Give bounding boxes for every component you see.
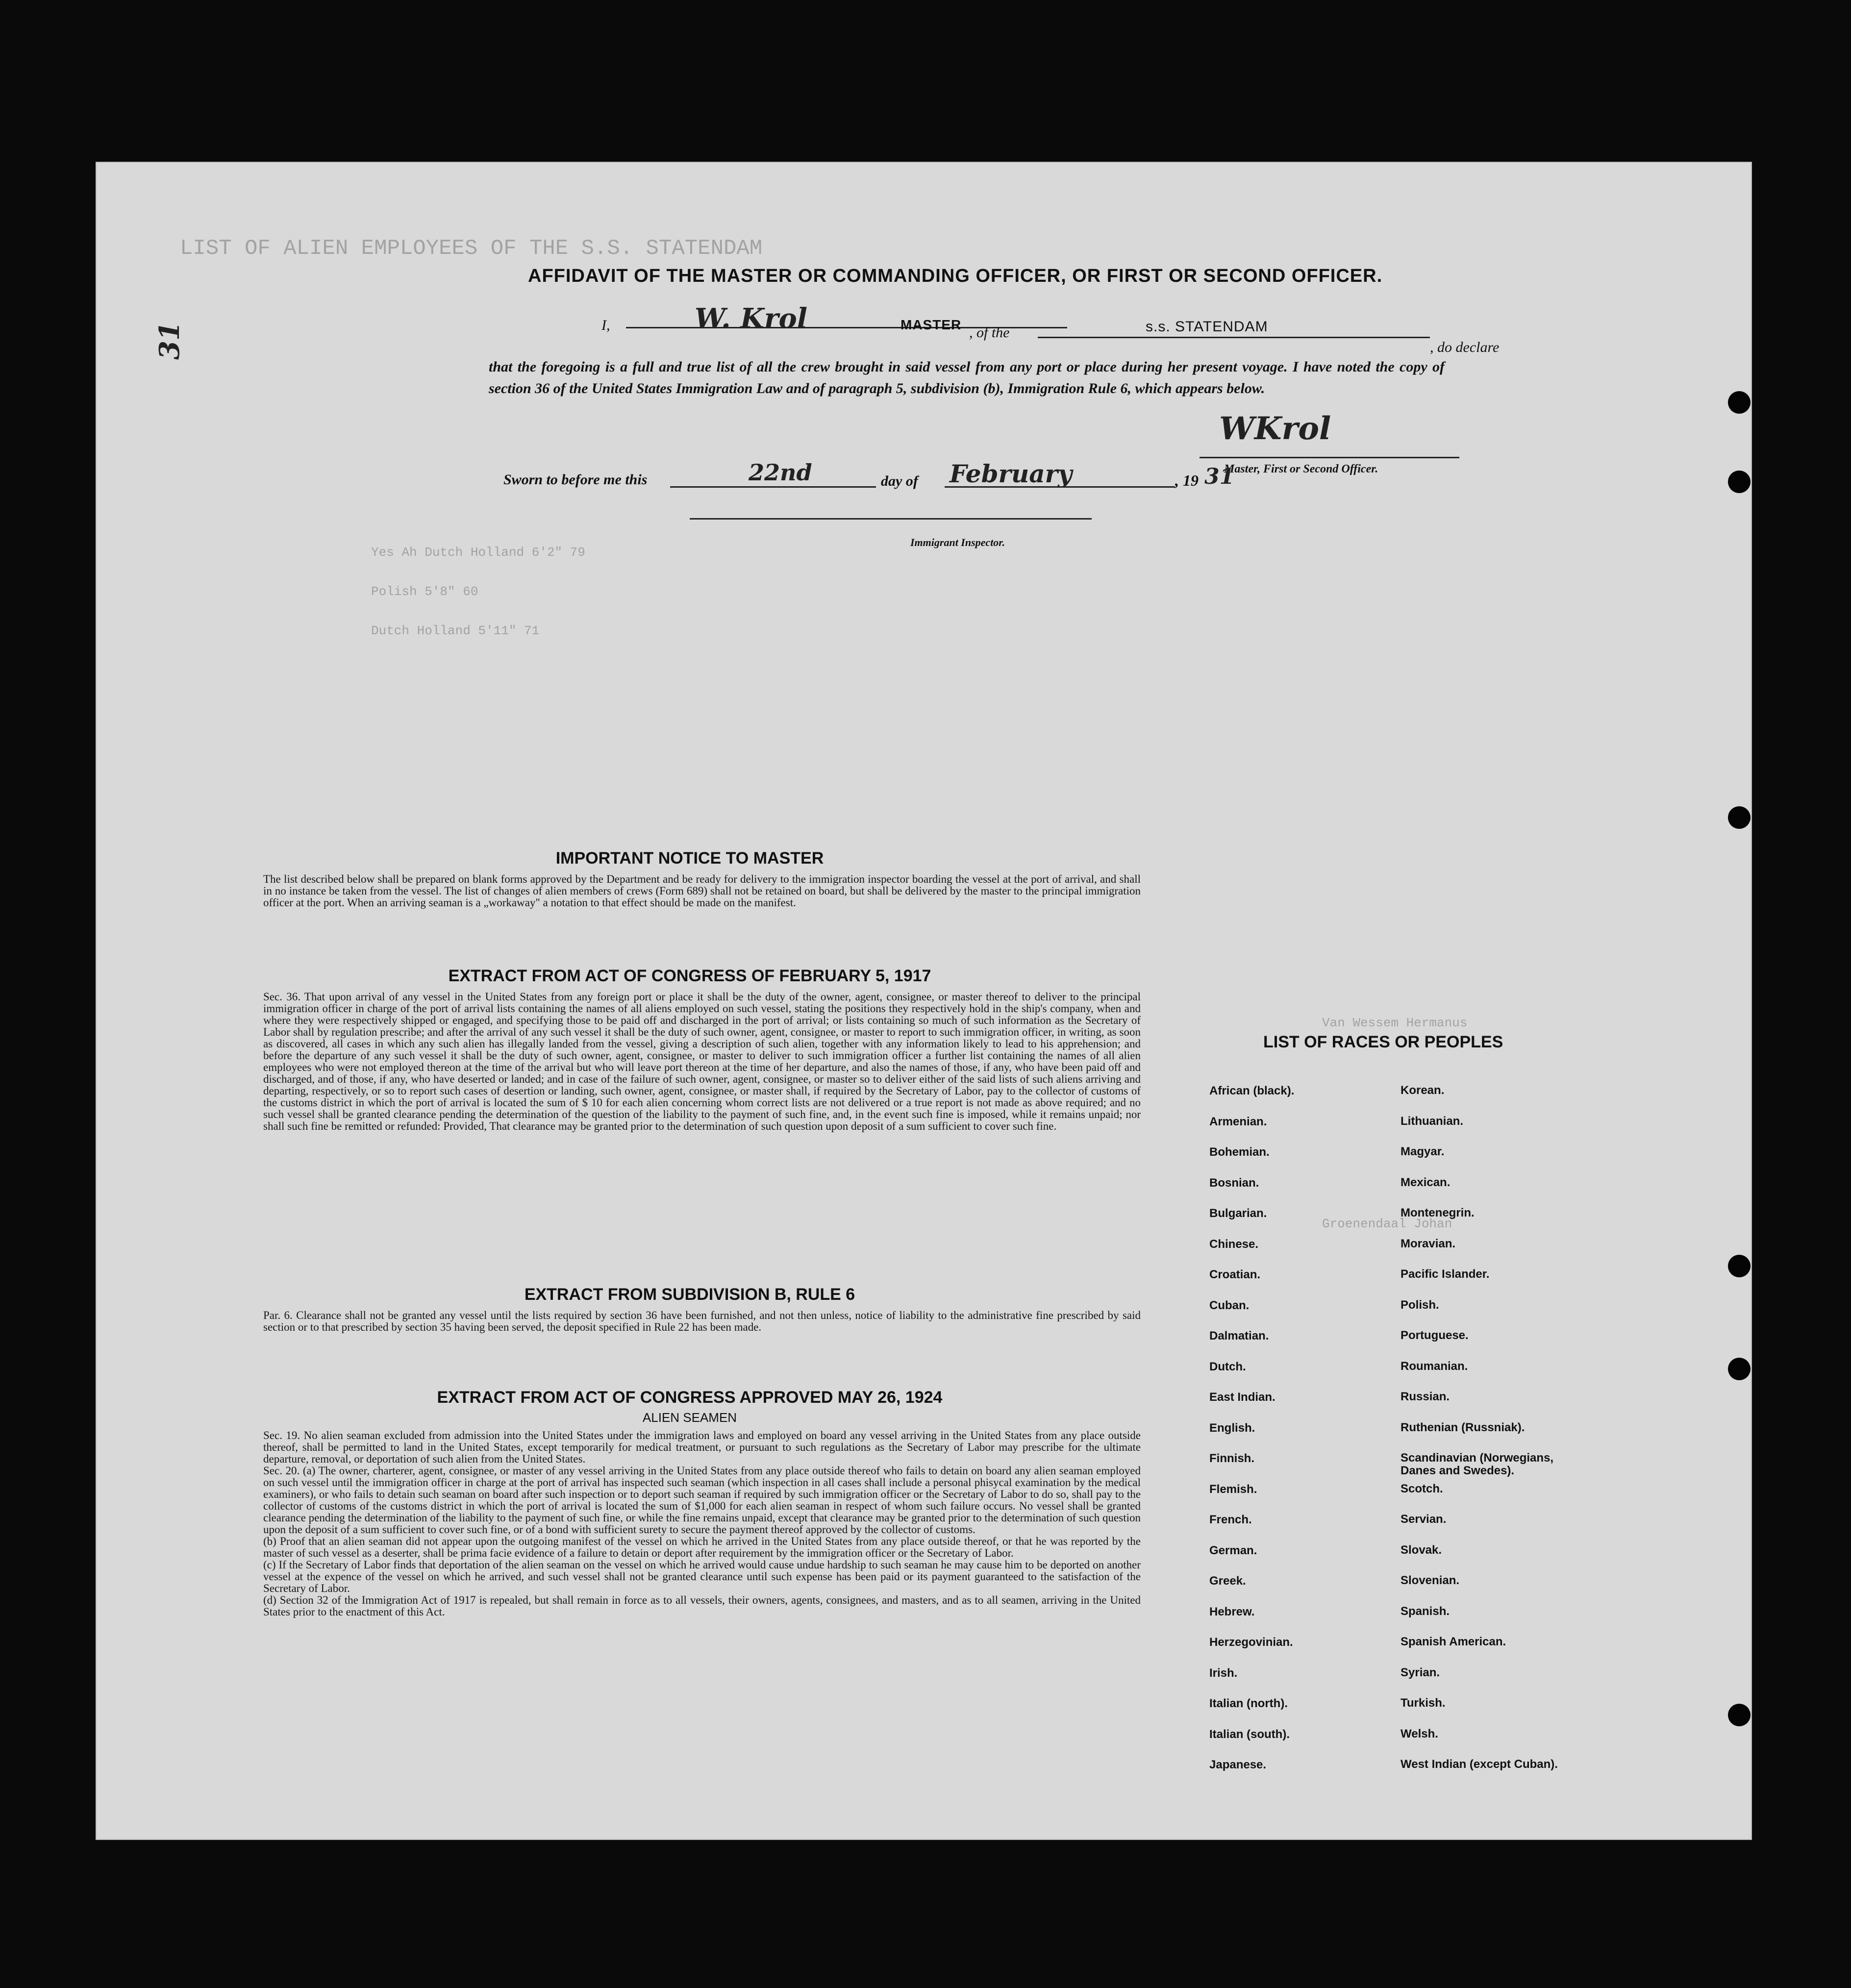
race-item: Finnish. (1209, 1452, 1254, 1465)
signature-caption: Master, First or Second Officer. (1224, 463, 1378, 475)
document-page (96, 162, 1752, 1840)
race-item: Croatian. (1209, 1268, 1261, 1281)
signature-line (1200, 457, 1459, 458)
extract-1917-title: EXTRACT FROM ACT OF CONGRESS OF FEBRUARY 5, 1917 (448, 967, 931, 985)
master-signature: WKrol (1219, 410, 1331, 447)
race-item: Syrian. (1401, 1665, 1440, 1679)
race-item: West Indian (except Cuban). (1401, 1758, 1558, 1771)
race-item: French. (1209, 1513, 1252, 1526)
bleed-through-text: Yes Ah Dutch Holland 6'2" 79 (371, 545, 585, 560)
race-item: Irish. (1209, 1666, 1238, 1680)
bleed-through-text: Groenendaal Johan (1322, 1217, 1452, 1231)
extract-rule6-body: Par. 6. Clearance shall not be granted any vessel until the lists required by section 36 have been furnished, and not then unless, notice of liability to the administrative fine prescribed by said section or to that prescribed by section 35 having been served, the deposit specified in Rule 22 has been made. (263, 1309, 1141, 1333)
extract-rule6-title: EXTRACT FROM SUBDIVISION B, RULE 6 (524, 1285, 855, 1304)
binder-hole (1728, 1358, 1751, 1380)
sworn-month: February (950, 459, 1073, 488)
sec-20d-text: (d) Section 32 of the Immigration Act of 1917 is repealed, but shall remain in force as to all vessels, their owners, agents, consignees, and masters, and as to all seamen, arriving in the United States prior to the enactment of this Act. (263, 1594, 1141, 1618)
race-item: Armenian. (1209, 1115, 1267, 1128)
bleed-through-text: Polish 5'8" 60 (371, 584, 478, 599)
sec-20c-text: (c) If the Secretary of Labor finds that deportation of the alien seaman on the vessel on which he arrived would cause undue hardship to such seaman he may cause him to be deported on another vessel at the expence of the vessel on which he arrived, and such vessel shall not be granted clearance until such expense has been paid or its payment guaranteed to the satisfaction of the Secretary of Labor. (263, 1559, 1141, 1594)
affidavit-title: AFFIDAVIT OF THE MASTER OR COMMANDING OFFICER, OR FIRST OR SECOND OFFICER. (528, 266, 1383, 286)
race-item: Russian. (1401, 1390, 1450, 1403)
binder-hole (1728, 1255, 1751, 1277)
binder-hole (1728, 806, 1751, 829)
race-item: Cuban. (1209, 1298, 1250, 1312)
race-item: Slovenian. (1401, 1574, 1460, 1587)
race-item: Turkish. (1401, 1696, 1446, 1710)
races-title: LIST OF RACES OR PEOPLES (1263, 1033, 1503, 1051)
vessel-name: s.s. STATENDAM (1146, 319, 1268, 335)
day-of-label: day of (881, 473, 918, 489)
race-item: Lithuanian. (1401, 1114, 1463, 1128)
binder-hole (1728, 391, 1751, 414)
race-item: Scotch. (1401, 1482, 1443, 1495)
race-item: Japanese. (1209, 1758, 1267, 1771)
race-item: Magyar. (1401, 1145, 1445, 1158)
race-item: English. (1209, 1421, 1255, 1435)
race-item: Italian (north). (1209, 1697, 1288, 1710)
of-the-label: , of the (969, 324, 1010, 341)
race-item: Herzegovinian. (1209, 1636, 1293, 1649)
inspector-caption: Immigrant Inspector. (910, 536, 1005, 548)
race-item: Flemish. (1209, 1482, 1257, 1496)
vessel-line (1038, 337, 1430, 338)
page-number: 31 (153, 322, 186, 360)
binder-hole (1728, 471, 1751, 493)
race-item: Polish. (1401, 1298, 1439, 1312)
race-item: Italian (south). (1209, 1727, 1290, 1741)
race-item: Slovak. (1401, 1543, 1442, 1557)
extract-1924-title: EXTRACT FROM ACT OF CONGRESS APPROVED MAY 26, 1924 (437, 1388, 943, 1407)
bleed-through-text: LIST OF ALIEN EMPLOYEES OF THE S.S. STATENDAM (180, 236, 763, 261)
race-item: Dalmatian. (1209, 1329, 1269, 1342)
inspector-line (690, 518, 1092, 520)
race-item: German. (1209, 1543, 1257, 1557)
race-item: Hebrew. (1209, 1605, 1255, 1618)
race-item: Scandinavian (Norwegians, Danes and Swedes). (1401, 1451, 1554, 1477)
affidavit-body: that the foregoing is a full and true list of all the crew brought in said vessel from any port or place during her present voyage. I have noted the copy of section 36 of the United States Immigration Law and of paragraph 5, subdivision (b), Immigration Rule 6, which appears below. (489, 359, 1445, 397)
notice-title: IMPORTANT NOTICE TO MASTER (555, 849, 824, 868)
race-item: Bohemian. (1209, 1145, 1270, 1159)
extract-1917-body: Sec. 36. That upon arrival of any vessel in the United States from any foreign port or place it shall be the duty of the owner, agent, consignee, or master thereof to deliver to the principal immigration officer in charge of the port of arrival lists containing the names of all aliens employed on such vessel, stating the positions they respectively hold in the ship's company, when and where they were respectively shipped or engaged, and specifying those to be paid off and discharged in the port of arrival; or lists containing so much of such information as the Secretary of Labor shall by regulation prescribe; and after the arrival of any such vessel it shall be the duty of such owner, agent, consignee, or master to report to such immigration officer, in writing, as soon as discovered, all cases in which any such alien has illegally landed from the vessel, giving a description of such alien, together with any information likely to lead to his apprehension; and before the departure of any such vessel it shall be the duty of such owner, agent, consignee, or master to deliver to such immigration officer a further list containing the names of all alien employees who were not employed thereon at the time of the arrival but who will leave port thereon at the time of her departure, and also the names of those, if any, who have been paid off and discharged, and of those, if any, who have deserted or landed; and in case of the failure of such owner, agent, consignee, or master so to deliver either of the said lists of such aliens arriving and departing, respectively, or so to report such cases of desertion or landing, such owner, agent, consignee, or master shall, if required by the Secretary of Labor, pay to the collector of customs of the customs district in which the port of arrival is located the sum of $ 10 for each alien concerning whom correct lists are not delivered or a true report is not made as above required; and no such vessel shall be granted clearance pending the determination of the question of the liability to the payment of such fine, and, in the event such fine is imposed, while it remains unpaid; nor shall such fine be remitted or refunded: Provided, That clearance may be granted prior to the determination of such question upon deposit of a sum sufficient to cover such fine. (263, 991, 1141, 1132)
race-item: Korean. (1401, 1084, 1445, 1097)
sec-19-text: Sec. 19. No alien seaman excluded from admission into the United States under the immigration laws and employed on board any vessel arriving in the United States from any place outside thereof, shall be permitted to land in the United States, except temporarily for medical treatment, or pursuant to such regulations as the Secretary of Labor may prescribe for the ultimate departure, removal, or deportation of such alien from the United States. (263, 1429, 1141, 1465)
race-item: Welsh. (1401, 1727, 1438, 1740)
race-item: African (black). (1209, 1084, 1295, 1097)
bleed-through-text: Van Wessem Hermanus (1322, 1016, 1468, 1030)
race-item: Greek. (1209, 1574, 1246, 1588)
race-item: Pacific Islander. (1401, 1267, 1490, 1281)
race-item: Spanish American. (1401, 1635, 1506, 1648)
race-item: Spanish. (1401, 1604, 1450, 1618)
do-declare-label: , do declare (1430, 339, 1500, 355)
race-item: Servian. (1401, 1513, 1447, 1526)
year-suffix: 31 (1204, 464, 1235, 489)
race-item: Moravian. (1401, 1237, 1456, 1250)
race-item: Mexican. (1401, 1175, 1451, 1189)
master-role: MASTER (900, 317, 962, 332)
sworn-day-line (670, 486, 876, 488)
race-item: Ruthenian (Russniak). (1401, 1420, 1525, 1434)
year-prefix: , 19 (1175, 472, 1199, 489)
affidavit-i-label: I, (601, 317, 610, 333)
race-item: Dutch. (1209, 1360, 1246, 1373)
race-item: Roumanian. (1401, 1359, 1468, 1373)
race-item: Montenegrin. (1401, 1206, 1475, 1219)
sworn-day: 22nd (749, 459, 812, 486)
bleed-through-text: Dutch Holland 5'11" 71 (371, 623, 540, 638)
race-item: Chinese. (1209, 1237, 1259, 1251)
master-name-handwritten: W. Krol (695, 302, 807, 335)
sworn-label: Sworn to before me this (503, 472, 648, 488)
race-item: Bulgarian. (1209, 1207, 1267, 1220)
notice-body: The list described below shall be prepared on blank forms approved by the Department and be ready for delivery to the immigration inspector boarding the vessel at the port of arrival, and shall in no instance be taken from the vessel. The list of changes of alien members of crews (Form 689) shall not be retained on board, but shall be delivered by the master to the principal immigration officer at the port. When an arriving seaman is a „workaway" a notation to that effect should be made on the manifest. (263, 873, 1141, 909)
extract-1924-subtitle: ALIEN SEAMEN (642, 1410, 737, 1425)
extract-1924-body (263, 1430, 1141, 1618)
race-item: Portuguese. (1401, 1329, 1469, 1342)
race-item: East Indian. (1209, 1391, 1276, 1404)
race-item: Bosnian. (1209, 1176, 1259, 1190)
sec-20a-text: Sec. 20. (a) The owner, charterer, agent, consignee, or master of any vessel arriving in the United States from any place outside thereof who fails to detain on board any alien seaman employed on such vessel until the immigration officer in charge at the port of arrival has inspected such seaman (which inspection in all cases shall include a personal phisycal examination by the medical examiners), or who fails to detain such seaman on board after such inspection or to deport such seaman if required by such immigration officer or the Secretary of Labor to do so, shall pay to the collector of customs of the customs district in which the port of arrival is located the sum of $1,000 for each alien seaman in respect of whom such failure occurs. No vessel shall be granted clearance pending the determination of the liability to the payment of such fine, or while the fine remains unpaid, except that clearance may be granted prior to the determination of such question upon the deposit of a sum sufficient to cover such fine, or of a bond with sufficient surety to secure the payment thereof approved by the collector of customs. (263, 1465, 1141, 1536)
sec-20b-text: (b) Proof that an alien seaman did not appear upon the outgoing manifest of the vessel on which he arrived in the United States from any place outside thereof, or that he was reported by the master of such vessel as a deserter, shall be prima facie evidence of a failure to detain or deport after requirement by the immigration officer or the Secretary of Labor. (263, 1535, 1141, 1559)
binder-hole (1728, 1704, 1751, 1726)
